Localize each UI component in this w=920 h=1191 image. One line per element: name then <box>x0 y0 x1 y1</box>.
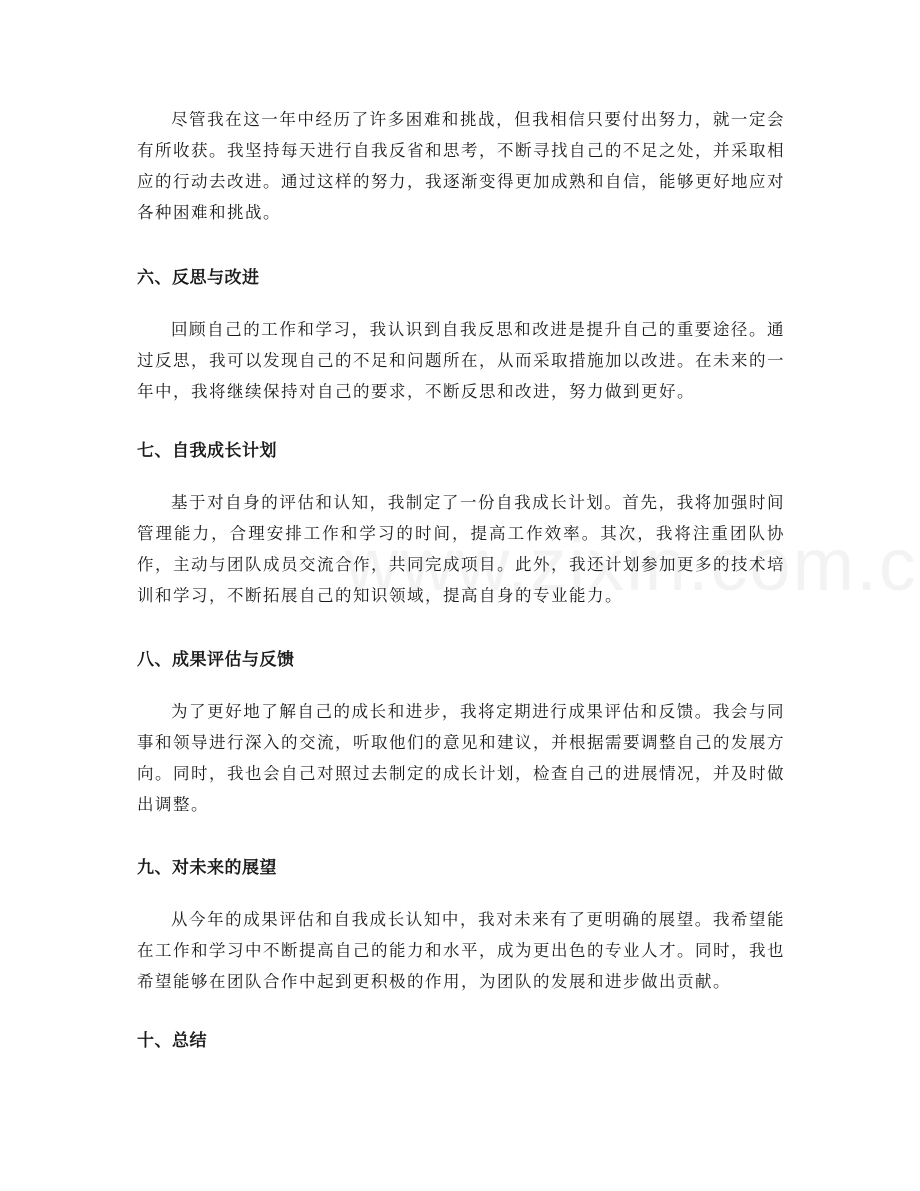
section-body-evaluation: 为了更好地了解自己的成长和进步，我将定期进行成果评估和反馈。我会与同事和领导进行深入的交流，听取他们的意见和建议，并根据需要调整自己的发展方向。同时，我也会自己对照过去制定的成长计划，检查自己的进展情况，并及时做出调整。 <box>137 702 785 814</box>
section-body-growth-plan: 基于对自身的评估和认知，我制定了一份自我成长计划。首先，我将加强时间管理能力，合理安排工作和学习的时间，提高工作效率。其次，我将注重团队协作，主动与团队成员交流合作，共同完成项目。此外，我还计划参加更多的技术培训和学习，不断拓展自己的知识领域，提高自身的专业能力。 <box>137 493 785 605</box>
section-heading-growth-plan: 七、自我成长计划 <box>137 441 277 461</box>
section-heading-outlook: 九、对未来的展望 <box>137 858 277 878</box>
section-heading-summary: 十、总结 <box>137 1031 207 1051</box>
section-body-reflection: 回顾自己的工作和学习，我认识到自我反思和改进是提升自己的重要途径。通过反思，我可以发现自己的不足和问题所在，从而采取措施加以改进。在未来的一年中，我将继续保持对自己的要求，不断反思和改进，努力做到更好。 <box>137 320 785 401</box>
section-body-outlook: 从今年的成果评估和自我成长认知中，我对未来有了更明确的展望。我希望能在工作和学习中不断提高自己的能力和水平，成为更出色的专业人才。同时，我也希望能够在团队合作中起到更积极的作用，为团队的发展和进步做出贡献。 <box>137 910 785 991</box>
paragraph-growth-end: 尽管我在这一年中经历了许多困难和挑战，但我相信只要付出努力，就一定会有所收获。我坚持每天进行自我反省和思考，不断寻找自己的不足之处，并采取相应的行动去改进。通过这样的努力，我逐渐变得更加成熟和自信，能够更好地应对各种困难和挑战。 <box>137 110 785 222</box>
section-heading-reflection: 六、反思与改进 <box>137 268 260 288</box>
section-heading-evaluation: 八、成果评估与反馈 <box>137 650 295 670</box>
